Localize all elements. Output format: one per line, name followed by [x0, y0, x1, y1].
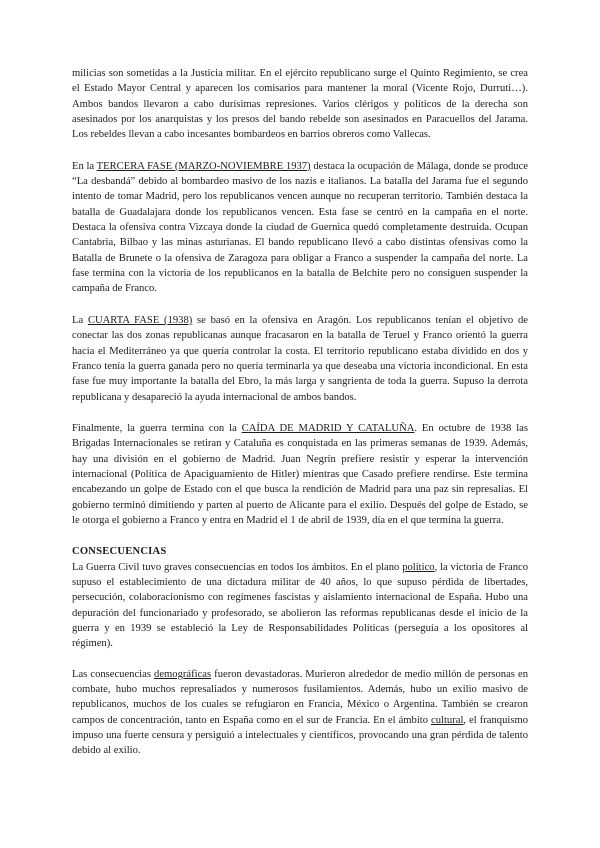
- paragraph-gap: [72, 405, 528, 421]
- paragraph-political: [72, 560, 528, 652]
- demographic-term: demográficas: [154, 668, 212, 680]
- fourth-phase-title: CUARTA FASE (1938): [87, 314, 193, 326]
- paragraph-third-phase: [72, 159, 528, 297]
- cultural-term: cultural: [431, 714, 464, 726]
- paragraph-text: , la victoria de Franco supuso el establecimiento de una dictadura militar de 40 años, lo que supuso pérdida de libertades, persecución, colaboracionismo con regímenes fascistas y aislamiento internacional de España. Hubo una depuración del funcionariado y profesorado, se abolieron las reformas republicanas desde el inicio de la guerra y en 1939 se estableció la Ley de Responsabilidades Políticas (perseguía a los opositores al régimen).: [72, 561, 528, 650]
- paragraph-militias: [72, 66, 528, 143]
- paragraph-text: se basó en la ofensiva en Aragón. Los republicanos tenían el objetivo de conectar las dos zonas republicanas aunque fracasaron en la batalla de Teruel y Franco orientó la guerra hacia el Mediterráneo ya que quería controlar la costa. El territorio republicano estaba dividido en dos y Franco tenía la guerra ganada pero no quería terminarla ya que deseaba una victoria incondicional. En esta fase fue muy importante la batalla del Ebro, la más larga y sangrienta de toda la guerra. Supuso la derrota republicana y desapareció la ayuda internacional de ambos bandos.: [72, 314, 528, 403]
- paragraph-demographic: [72, 667, 528, 759]
- fall-madrid-title: CAÍDA DE MADRID Y CATALUÑA: [241, 422, 415, 434]
- paragraph-text: , el franquismo impuso una fuerte censura y persiguió a intelectuales y científicos, provocando una gran pérdida de talento debido al exilio.: [72, 714, 528, 757]
- paragraph-fourth-phase: [72, 313, 528, 405]
- paragraph-fall-madrid: [72, 421, 528, 528]
- paragraph-text: fueron devastadoras. Murieron alrededor de medio millón de personas en combate, hubo muchos represaliados y numerosos fusilamientos. Además, hubo un exilio masivo de republicanos, muchos de los cuales se refugiaron en Francia, México o Argentina. También se crearon campos de concentración, tanto en España como en el sur de Francia. En el ámbito: [72, 668, 528, 726]
- paragraph-gap: [72, 297, 528, 313]
- paragraph-text: La Guerra Civil tuvo graves consecuencias en todos los ámbitos. En el plano: [72, 561, 403, 573]
- section-heading-consecuencias: CONSECUENCIAS: [72, 546, 167, 558]
- paragraph-text: . En octubre de 1938 las Brigadas Internacionales se retiran y Cataluña es conquistada en las primeras semanas de 1939. Además, hay una división en el gobierno de Madrid. Juan Negrín prefiere resistir y esperar la intervención internacional (Política de Apaciguamiento de Hitler) mientras que Casado prefiere rendirse. Este termina encabezando un golpe de Estado con el que busca la rendición de Madrid para una paz sin represalias. El gobierno terminó dimitiendo y parten al puerto de Alicante para el exilio. Después del golpe de Estado, se le otorga el gobierno a Franco y entra en Madrid el 1 de abril de 1939, día en el que termina la guerra.: [72, 422, 528, 526]
- paragraph-text: destaca la ocupación de Málaga, donde se produce “La desbandá” debido al bombardeo masivo de los nazis e italianos. La batalla del Jarama fue el segundo intento de tomar Madrid, pero los republicanos vencen aunque no recuperan territorio. También destaca la batalla de Guadalajara donde los republicanos vencen. Esta fase se centró en la campaña en el norte. Destaca la ofensiva contra Vizcaya donde la ciudad de Guernica quedó completamente destruida. Ocupan Cantabria, Bilbao y las minas asturianas. El bando republicano llevó a cabo distintas ofensivas como la Batalla de Brunete o la ofensiva de Zaragoza para obligar a Franco a suspender la campaña del norte. La fase termina con la victoria de los republicanos en la batalla de Belchite pero no consiguen suspender la campaña de Franco.: [72, 160, 528, 295]
- paragraph-gap: [72, 528, 528, 544]
- political-term: político: [402, 561, 435, 573]
- paragraph-intro: La: [72, 314, 88, 326]
- paragraph-intro: Finalmente, la guerra termina con la: [72, 422, 242, 434]
- third-phase-title: TERCERA FASE (MARZO-NOVIEMBRE 1937): [96, 160, 311, 172]
- paragraph-gap: [72, 143, 528, 159]
- paragraph-text: milicias son sometidas a la Justicia militar. En el ejército republicano surge el Quinto Regimiento, se crea el Estado Mayor Central y aparecen los comisarios para mantener la moral (Vicente Rojo, Durruti…). Ambos bandos llevaron a cabo durísimas represiones. Varios clérigos y políticos de la derecha son asesinados por los anarquistas y los presos del bando rebelde son asesinados en Paracuellos del Jarama. Los rebeldes llevan a cabo incesantes bombardeos en barrios obreros como Vallecas.: [72, 68, 528, 141]
- document-page: [72, 66, 528, 759]
- paragraph-text: Las consecuencias: [72, 668, 155, 680]
- paragraph-gap: [72, 652, 528, 667]
- paragraph-intro: En la: [72, 160, 97, 172]
